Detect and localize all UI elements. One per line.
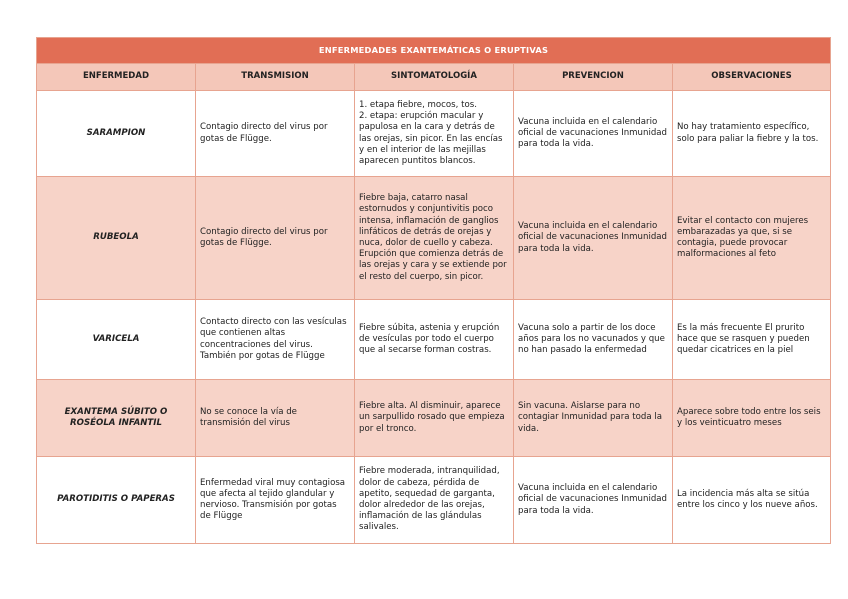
column-header-enfermedad: ENFERMEDAD bbox=[37, 64, 196, 91]
diseases-table bbox=[36, 37, 831, 544]
prevention-cell: Sin vacuna. Aislarse para no contagiar Inmunidad para toda la vida. bbox=[514, 380, 673, 457]
observations-cell: Aparece sobre todo entre los seis y los veinticuatro meses bbox=[673, 380, 831, 457]
disease-name: RUBEOLA bbox=[37, 177, 196, 300]
prevention-cell: Vacuna incluida en el calendario oficial de vacunaciones Inmunidad para toda la vida. bbox=[514, 457, 673, 544]
disease-name: EXANTEMA SÚBITO O ROSÉOLA INFANTIL bbox=[37, 380, 196, 457]
symptoms-line: 1. etapa fiebre, mocos, tos. 2. etapa: erupción macular y papulosa en la cara y detrás de las orejas, sin picor. En las encías y en el interior de las mejillas aparecen puntitos blancos. bbox=[359, 99, 503, 166]
table-row bbox=[37, 177, 831, 300]
symptoms-cell: Fiebre súbita, astenia y erupción de vesículas por todo el cuerpo que al secarse forman costras. bbox=[355, 300, 514, 380]
symptoms-cell: Fiebre moderada, intranquilidad, dolor de cabeza, pérdida de apetito, sequedad de garganta, dolor alrededor de las orejas, inflamación de las glándulas salivales. bbox=[355, 457, 514, 544]
table-title-row bbox=[37, 38, 831, 64]
symptoms-cell bbox=[355, 91, 514, 177]
table-row bbox=[37, 457, 831, 544]
table-title: ENFERMEDADES EXANTEMÁTICAS O ERUPTIVAS bbox=[37, 38, 831, 64]
prevention-cell: Vacuna incluida en el calendario oficial de vacunaciones Inmunidad para toda la vida. bbox=[514, 177, 673, 300]
symptoms-cell: Fiebre alta. Al disminuir, aparece un sarpullido rosado que empieza por el tronco. bbox=[355, 380, 514, 457]
observations-cell: Evitar el contacto con mujeres embarazadas ya que, si se contagia, puede provocar malformaciones al feto bbox=[673, 177, 831, 300]
disease-name: VARICELA bbox=[37, 300, 196, 380]
prevention-cell: Vacuna solo a partir de los doce años para los no vacunados y que no han pasado la enfermedad bbox=[514, 300, 673, 380]
column-header-transmision: TRANSMISION bbox=[196, 64, 355, 91]
observations-cell: No hay tratamiento específico, solo para paliar la fiebre y la tos. bbox=[673, 91, 831, 177]
header-row bbox=[37, 64, 831, 91]
transmission-cell: Enfermedad viral muy contagiosa que afecta al tejido glandular y nervioso. Transmisión por gotas de Flügge bbox=[196, 457, 355, 544]
table-row bbox=[37, 91, 831, 177]
disease-name: SARAMPION bbox=[37, 91, 196, 177]
disease-name: PAROTIDITIS O PAPERAS bbox=[37, 457, 196, 544]
transmission-cell: Contagio directo del virus por gotas de Flügge. bbox=[196, 177, 355, 300]
observations-cell: Es la más frecuente El prurito hace que se rasquen y pueden quedar cicatrices en la piel bbox=[673, 300, 831, 380]
column-header-observaciones: OBSERVACIONES bbox=[673, 64, 831, 91]
symptoms-cell: Fiebre baja, catarro nasal estornudos y conjuntivitis poco intensa, inflamación de ganglios linfáticos de detrás de orejas y nuca, dolor de cuello y cabeza. Erupción que comienza detrás de las orejas y cara y se extiende por el resto del cuerpo, sin picor. bbox=[355, 177, 514, 300]
transmission-cell: Contagio directo del virus por gotas de Flügge. bbox=[196, 91, 355, 177]
transmission-cell: Contacto directo con las vesículas que contienen altas concentraciones del virus. También por gotas de Flügge bbox=[196, 300, 355, 380]
transmission-cell: No se conoce la vía de transmisión del virus bbox=[196, 380, 355, 457]
table-row bbox=[37, 300, 831, 380]
prevention-cell: Vacuna incluida en el calendario oficial de vacunaciones Inmunidad para toda la vida. bbox=[514, 91, 673, 177]
column-header-sintomatologia: SINTOMATOLOGÍA bbox=[355, 64, 514, 91]
column-header-prevencion: PREVENCION bbox=[514, 64, 673, 91]
table-row bbox=[37, 380, 831, 457]
observations-cell: La incidencia más alta se sitúa entre los cinco y los nueve años. bbox=[673, 457, 831, 544]
